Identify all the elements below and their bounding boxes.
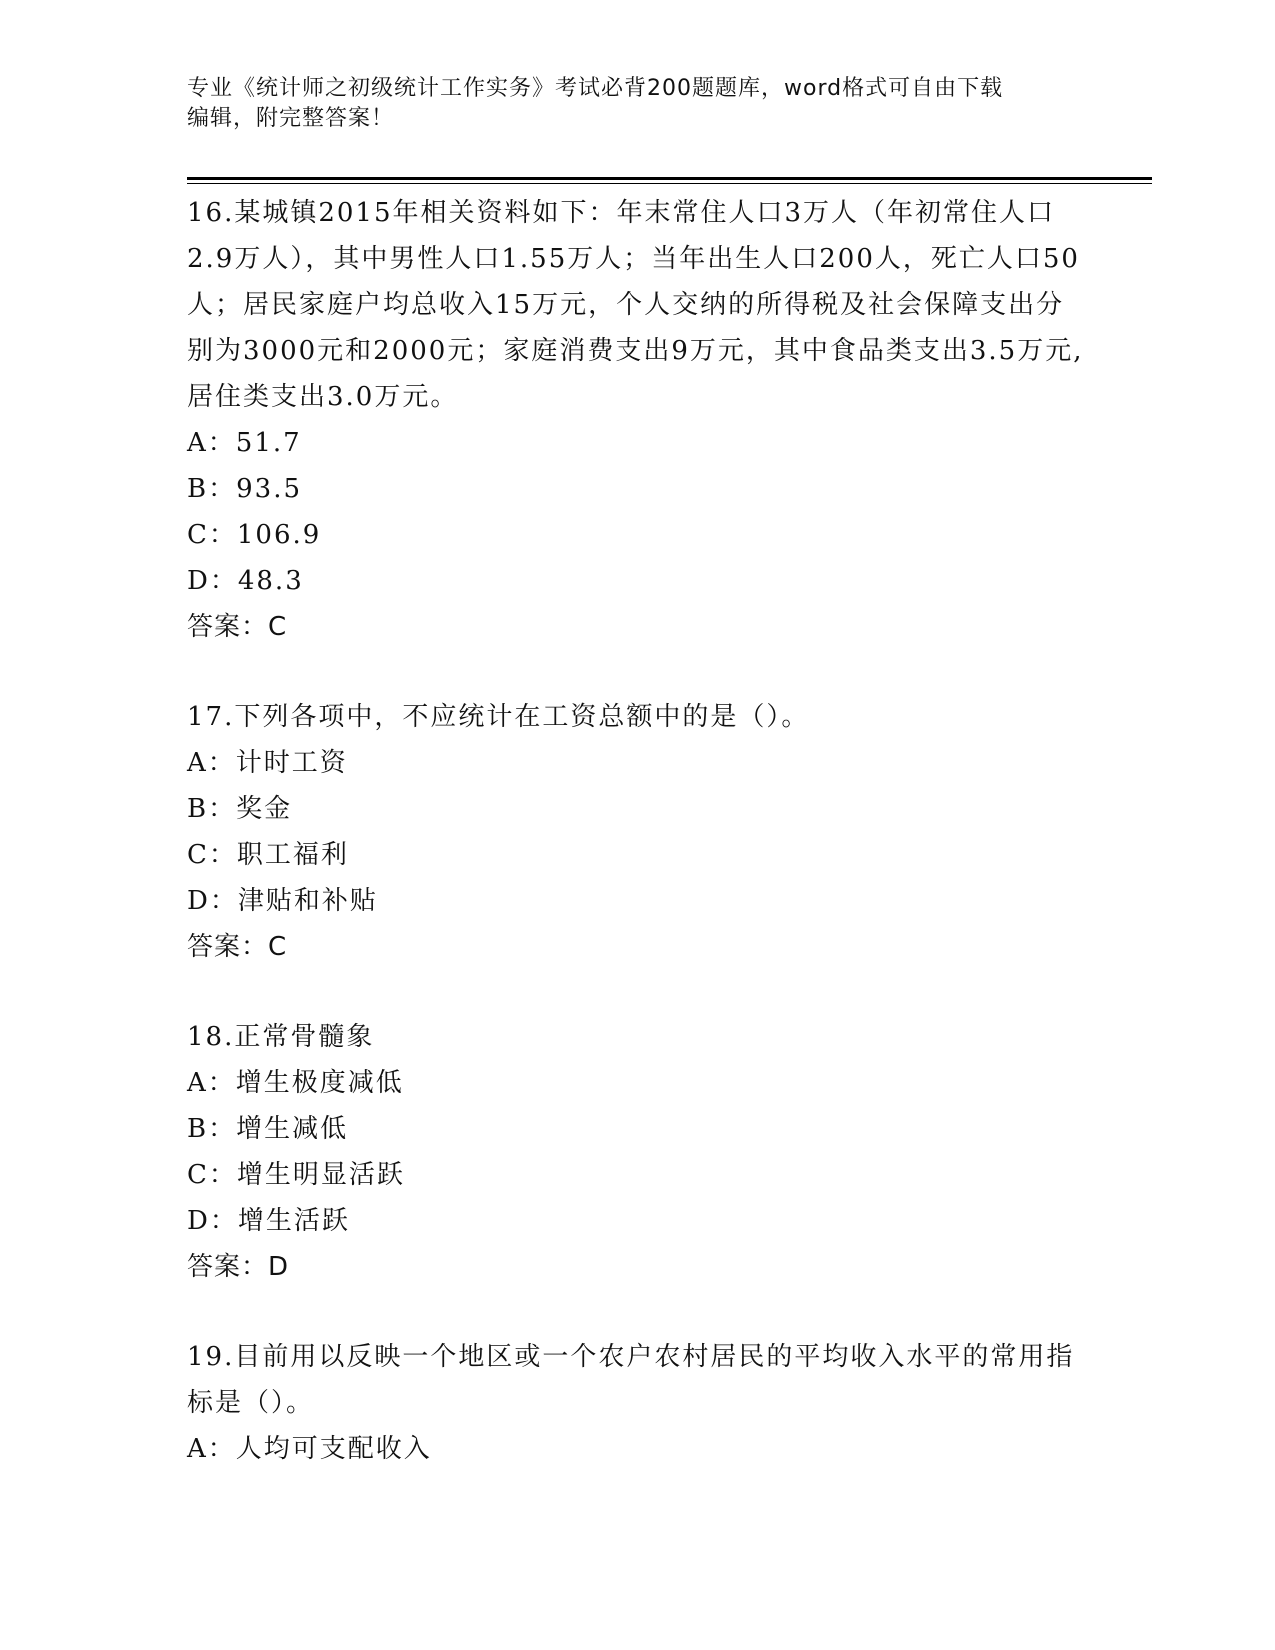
question-19 <box>187 1334 1087 1472</box>
header-divider-thick <box>187 177 1152 180</box>
option-a: A：51.7 <box>187 428 302 458</box>
answer: 答案：D <box>187 1252 290 1282</box>
header-divider-thin <box>187 183 1152 184</box>
header-line-2: 编辑，附完整答案！ <box>187 106 395 131</box>
header-line-1: 专业《统计师之初级统计工作实务》考试必背200题题库，word格式可自由下载 <box>187 76 1004 101</box>
option-b: B：增生减低 <box>187 1114 349 1144</box>
option-a: A：人均可支配收入 <box>187 1434 432 1464</box>
document-header <box>187 74 1087 134</box>
question-18 <box>187 1014 1087 1290</box>
answer: 答案：C <box>187 932 288 962</box>
option-d: D：津贴和补贴 <box>187 886 378 916</box>
option-b: B：奖金 <box>187 794 293 824</box>
question-stem: 16.某城镇2015年相关资料如下：年末常住人口3万人（年初常住人口2.9万人），其中男性人口1.55万人；当年出生人口200人，死亡人口50人；居民家庭户均总收入15万元，个人交纳的所得税及社会保障支出分别为3000元和2000元；家庭消费支出9万元，其中食品类支出3.5万元,居住类支出3.0万元。 <box>187 198 1084 412</box>
question-list <box>187 190 1087 1516</box>
option-d: D：48.3 <box>187 566 304 596</box>
option-c: C：106.9 <box>187 520 322 550</box>
option-c: C：职工福利 <box>187 840 349 870</box>
option-c: C：增生明显活跃 <box>187 1160 405 1190</box>
option-a: A：增生极度减低 <box>187 1068 404 1098</box>
question-16 <box>187 190 1087 650</box>
option-a: A：计时工资 <box>187 748 348 778</box>
question-stem: 19.目前用以反映一个地区或一个农户农村居民的平均收入水平的常用指标是（）。 <box>187 1342 1075 1418</box>
option-d: D：增生活跃 <box>187 1206 350 1236</box>
question-stem: 18.正常骨髓象 <box>187 1022 375 1052</box>
answer: 答案：C <box>187 612 288 642</box>
question-17 <box>187 694 1087 970</box>
option-b: B：93.5 <box>187 474 302 504</box>
question-stem: 17.下列各项中，不应统计在工资总额中的是（）。 <box>187 702 810 732</box>
